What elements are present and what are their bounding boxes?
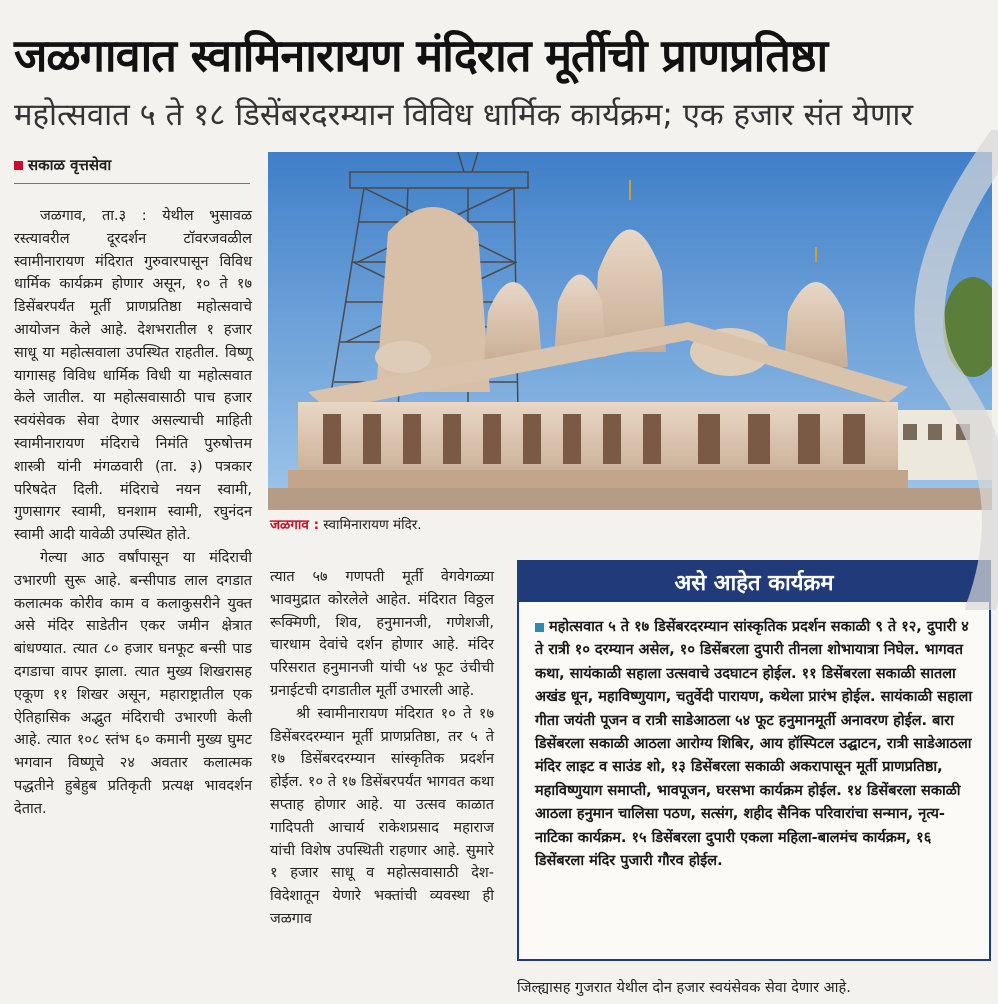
bullet-marker (535, 623, 544, 632)
headline: जळगावात स्वामिनारायण मंदिरात मूर्तीची प्राणप्रतिष्ठा (14, 29, 828, 82)
programme-box-body (519, 602, 989, 873)
photo-caption (270, 515, 422, 533)
byline-marker (14, 161, 23, 170)
subheadline: महोत्सवात ५ ते १८ डिसेंबरदरम्यान विविध धार्मिक कार्यक्रम; एक हजार संत येणार (14, 97, 914, 133)
programme-text: महोत्सवात ५ ते १७ डिसेंबरदरम्यान सांस्कृतिक प्रदर्शन सकाळी ९ ते १२, दुपारी ४ ते रात्री १० दरम्यान असेल, १० डिसेंबरला दुपारी तीनला शोभायात्रा निघेल. भागवत कथा, सायंकाळी सहाला उत्सवाचे उदघाटन होईल. ११ डिसेंबरला सकाळी सातला अखंड धून, महाविष्णुयाग, चतुर्वेदी पारायण, कथेला प्रारंभ होईल. सायंकाळी सहाला गीता जयंती पूजन व रात्री साडेआठला ५४ फूट हनुमानमूर्ती अनावरण होईल. बारा डिसेंबरला सकाळी आठला आरोग्य शिबिर, आय हॉस्पिटल उद्घाटन, रात्री साडेआठला मंदिर लाइट व साउंड शो, १३ डिसेंबरला सकाळी अकरापासून मूर्ती प्राणप्रतिष्ठा, महाविष्णुयाग समाप्ती, भावपूजन, घरसभा कार्यक्रम होईल. १४ डिसेंबरला सकाळी आठला हनुमान चालिसा पठण, सत्संग, शहीद सैनिक परिवारांचा सन्मान, नृत्य-नाटिका कार्यक्रम. १५ डिसेंबरला दुपारी एकला महिला-बालमंच कार्यक्रम, १६ डिसेंबरला मंदिर पुजारी गौरव होईल. (535, 619, 973, 870)
continuation-text: जिल्ह्यासह गुजरात येथील दोन हजार स्वयंसेवक सेवा देणार आहे. (517, 980, 851, 996)
caption-place: जळगाव : (270, 517, 319, 533)
byline-text: सकाळ वृत्तसेवा (28, 156, 112, 174)
article-column-1 (14, 205, 252, 821)
article-paragraph: त्यात ५७ गणपती मूर्ती वेगवेगळ्या भावमुद्रात कोरलेले आहेत. मंदिरात विठ्ठल रूक्मिणी, शिव, हनुमानजी, गणेशजी, चारधाम देवांचे दर्शन होणार आहे. मंदिर परिसरात हनुमानजी यांची ५४ फूट उंचीची ग्रनाईटची दगडातील मूर्ती उभारली आहे. (270, 569, 494, 699)
caption-text: स्वामिनारायण मंदिर. (323, 517, 422, 533)
temple-photo (268, 152, 992, 510)
article-paragraph: जळगाव, ता.३ : येथील भुसावळ रस्त्यावरील दूरदर्शन टॉवरजवळील स्वामीनारायण मंदिरात गुरुवारपासून विविध धार्मिक कार्यक्रम होणार असून, १० ते १७ डिसेंबरपर्यंत मूर्ती प्राणप्रतिष्ठा महोत्सवाचे आयोजन केले आहे. देशभरातील १ हजार साधू या महोत्सवाला उपस्थित राहतील. विष्णू यागासह विविध धार्मिक विधी या महोत्सवात केले जातील. या महोत्सवासाठी पाच हजार स्वयंसेवक सेवा देणार असल्याची माहिती स्वामीनारायण मंदिराचे निमंति पुरुषोत्तम शास्त्री यांनी मंगळवारी (ता. ३) पत्रकार परिषदेत दिली. मंदिराचे नयन स्वामी, गुणसागर स्वामी, घनशाम स्वामी, रघुनंदन स्वामी आदी यावेळी उपस्थित होते. (14, 208, 252, 544)
programme-box-title: असे आहेत कार्यक्रम (519, 562, 989, 602)
programme-box (517, 560, 991, 961)
article-paragraph: गेल्या आठ वर्षांपासून या मंदिराची उभारणी सुरू आहे. बन्सीपाड लाल दगडात कलात्मक कोरीव काम व कलाकुसरीने युक्त असे मंदिर साडेतीन एकर जमीन क्षेत्रात बांधण्यात. त्यात ८० हजार घनफूट बन्सी पाड दगडाचा वापर झाला. त्यात मुख्य शिखरासह एकूण ११ शिखर असून, महाराष्ट्रातील एक ऐतिहासिक अद्भुत मंदिराची उभारणी केली आहे. त्यात १०८ स्तंभ ६० कमानी मुख्य घुमट भगवान विष्णूचे २४ अवतार कलात्मक पद्धतीने हुबेहुब प्रतिकृती प्रत्यक्ष भावदर्शन देतात. (14, 549, 252, 817)
article-column-2 (270, 566, 494, 931)
byline-rule (14, 183, 250, 184)
byline (14, 155, 111, 175)
article-paragraph: श्री स्वामीनारायण मंदिरात १० ते १७ डिसेंबरदरम्यान मूर्ती प्राणप्रतिष्ठा, तर ५ ते १७ डिसेंबरदरम्यान सांस्कृतिक प्रदर्शन होईल. १० ते १७ डिसेंबरपर्यंत भागवत कथा सप्ताह होणार आहे. या उत्सव काळात गादिपती आचार्य राकेशप्रसाद महाराज यांची विशेष उपस्थिती राहणार आहे. सुमारे १ हजार साधू व महोत्सवासाठी देश-विदेशातून येणारे भक्तांची व्यवस्था ही जळगाव (270, 705, 494, 927)
